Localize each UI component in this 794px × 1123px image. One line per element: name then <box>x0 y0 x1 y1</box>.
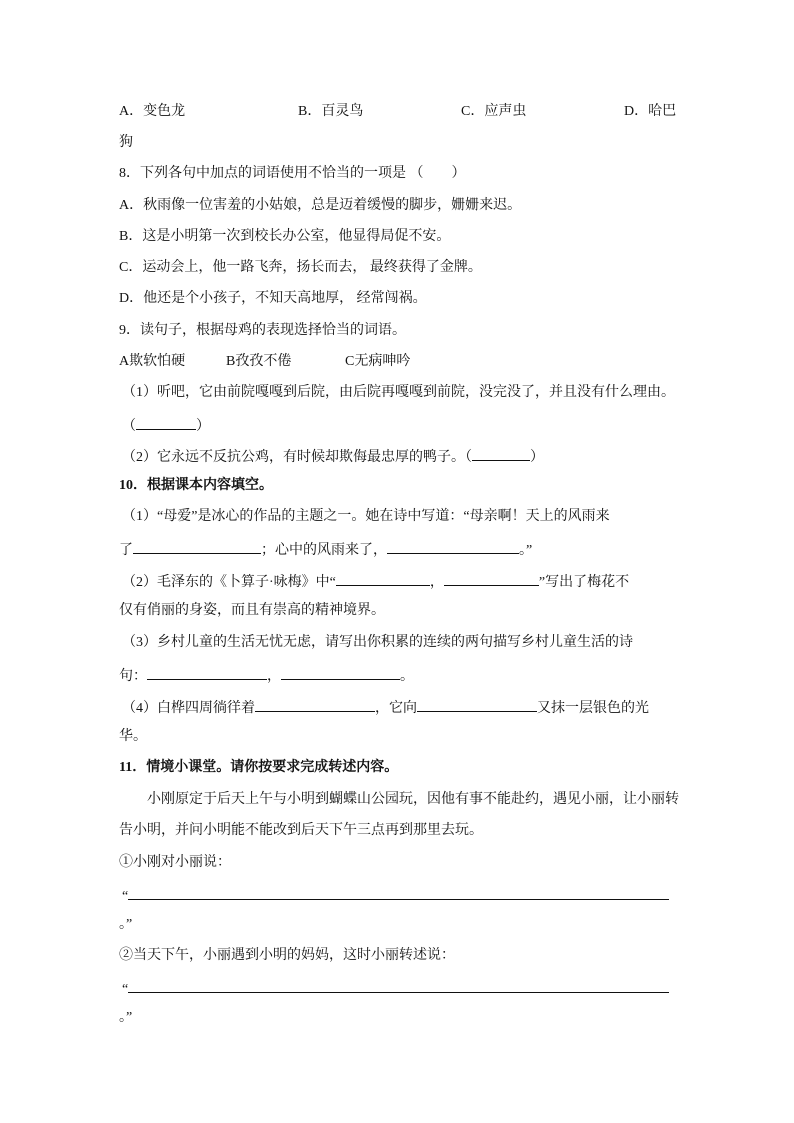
q10-part-2 <box>122 571 629 592</box>
q9-option-a: A欺软怕硬 <box>119 354 186 369</box>
q8-option-d: D．他还是个小孩子，不知天高地厚， 经常闯祸。 <box>119 291 427 306</box>
q7-option-b: B．百灵鸟 <box>298 104 364 119</box>
answer-blank[interactable] <box>387 539 519 554</box>
answer-blank[interactable] <box>472 446 530 461</box>
text: ；心中的风雨来了， <box>261 543 387 558</box>
answer-line[interactable] <box>128 978 669 993</box>
q7-option-d-wrap: 狗 <box>119 135 133 150</box>
text: 。 <box>400 669 414 684</box>
q9-answer-1 <box>122 415 210 436</box>
q8-title: 8．下列各句中加点的词语使用不恰当的一项是 （ ） <box>119 166 466 181</box>
text: 了 <box>119 543 133 558</box>
q9-option-c: C无病呻吟 <box>345 354 411 369</box>
q11-answer-1 <box>122 885 669 906</box>
q10-part-4 <box>122 697 649 718</box>
q7-option-c: C．应声虫 <box>461 104 527 119</box>
answer-blank[interactable] <box>444 571 539 586</box>
answer-blank[interactable] <box>133 539 261 554</box>
text: 。” <box>519 543 533 558</box>
text: ”写出了梅花不 <box>538 575 630 590</box>
answer-blank[interactable] <box>417 697 537 712</box>
paren-close: ） <box>530 450 544 465</box>
answer-blank[interactable] <box>281 665 400 680</box>
paren-close: ） <box>196 419 210 434</box>
text: （2）毛泽东的《卜算子·咏梅》中“ <box>122 575 336 590</box>
q8-option-a: A．秋雨像一位害羞的小姑娘，总是迈着缓慢的脚步，姗姗来迟。 <box>119 198 522 213</box>
q9-sentence-2-text: （2）它永远不反抗公鸡，有时候却欺侮最忠厚的鸭子。（ <box>122 450 472 465</box>
text: 句： <box>119 669 147 684</box>
q11-answer-1-end: 。” <box>119 917 133 932</box>
q11-paragraph-line1: 小刚原定于后天上午与小明到蝴蝶山公园玩，因他有事不能赴约，遇见小丽，让小丽转 <box>147 792 679 807</box>
open-quote: “ <box>122 889 129 904</box>
q9-option-b: B孜孜不倦 <box>226 354 292 369</box>
q9-sentence-2 <box>122 446 544 467</box>
q10-part-2-line2: 仅有俏丽的身姿，而且有崇高的精神境界。 <box>119 603 385 618</box>
paren-open: （ <box>122 419 136 434</box>
q8-option-c: C．运动会上，他一路飞奔，扬长而去， 最终获得了金牌。 <box>119 260 482 275</box>
q11-title: 11．情境小课堂。请你按要求完成转述内容。 <box>119 760 399 775</box>
text: （4）白桦四周徜徉着 <box>122 701 255 716</box>
q11-answer-2-end: 。” <box>119 1010 133 1025</box>
text: ， <box>429 575 444 590</box>
open-quote: “ <box>122 982 129 997</box>
answer-line[interactable] <box>128 885 669 900</box>
q8-option-b: B．这是小明第一次到校长办公室，他显得局促不安。 <box>119 229 451 244</box>
text: ，它向 <box>375 701 417 716</box>
q10-part-3-blanks <box>119 665 414 686</box>
q9-title: 9．读句子，根据母鸡的表现选择恰当的词语。 <box>119 323 406 338</box>
q10-part-1: （1）“母爱”是冰心的作品的主题之一。她在诗中写道：“母亲啊！天上的风雨来 <box>122 509 610 524</box>
answer-blank[interactable] <box>255 697 375 712</box>
q11-answer-2 <box>122 978 669 999</box>
q10-part-1-blanks <box>119 539 532 560</box>
answer-blank[interactable] <box>336 571 430 586</box>
q11-paragraph-line2: 告小明，并问小明能不能改到后天下午三点再到那里去玩。 <box>119 823 483 838</box>
q11-sub-2: ②当天下午，小丽遇到小明的妈妈，这时小丽转述说： <box>119 948 455 963</box>
text: 又抹一层银色的光 <box>537 701 649 716</box>
answer-blank[interactable] <box>147 665 267 680</box>
q10-part-3: （3）乡村儿童的生活无忧无虑，请写出你积累的连续的两句描写乡村儿童生活的诗 <box>122 635 633 650</box>
q9-sentence-1: （1）听吧，它由前院嘎嘎到后院，由后院再嘎嘎到前院，没完没了，并且没有什么理由。 <box>122 385 675 400</box>
q10-part-4-line2: 华。 <box>119 729 147 744</box>
answer-blank[interactable] <box>136 415 196 430</box>
text: ， <box>267 669 281 684</box>
q11-sub-1: ①小刚对小丽说： <box>119 855 231 870</box>
q7-option-d: D．哈巴 <box>624 104 677 119</box>
q7-option-a: A．变色龙 <box>119 104 186 119</box>
q10-title: 10．根据课本内容填空。 <box>119 478 273 493</box>
